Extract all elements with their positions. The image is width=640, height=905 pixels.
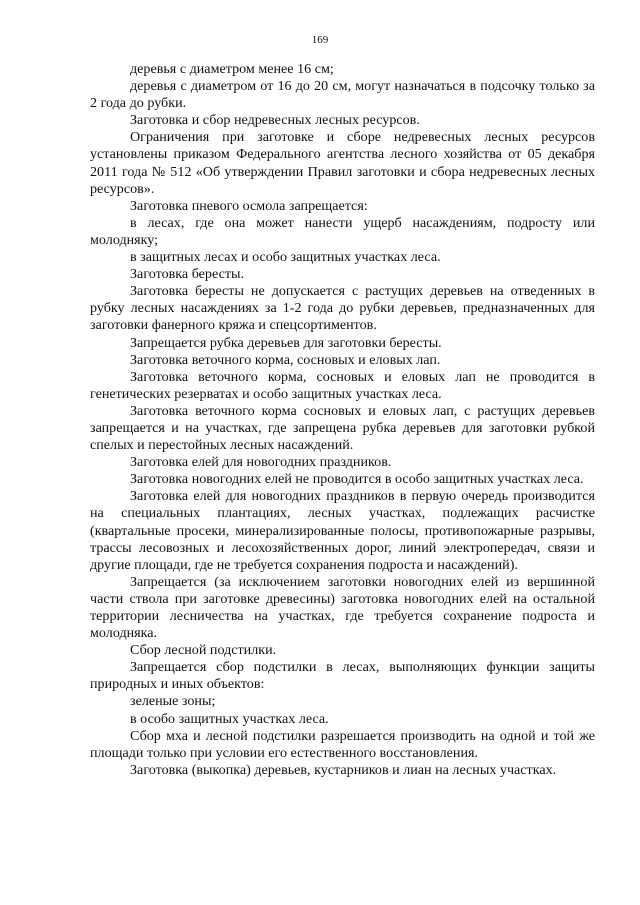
paragraph: в лесах, где она может нанести ущерб насаждениям, подросту или молодняку; [90,214,595,248]
paragraph: Заготовка веточного корма сосновых и еловых лап, с растущих деревьев запрещается и на участках, где запрещена рубка деревьев для заготовки рубкой спелых и перестойных лесных насаждений. [90,402,595,454]
paragraph: Заготовка и сбор недревесных лесных ресурсов. [130,112,420,129]
paragraph: в особо защитных участках леса. [130,710,329,727]
paragraph: Заготовка веточного корма, сосновых и еловых лап. [130,351,441,368]
paragraph: деревья с диаметром от 16 до 20 см, могут назначаться в подсочку только за 2 года до рубки. [90,78,595,112]
paragraph: Запрещается (за исключением заготовки новогодних елей из вершинной части ствола при заготовке древесины) заготовка новогодних елей на остальной территории лесничества на участках, где требуется сохранение подроста и молодняка. [90,573,595,642]
paragraph: Сбор лесной подстилки. [130,642,277,659]
paragraph: в защитных лесах и особо защитных участках леса. [130,249,441,266]
paragraph: Заготовка веточного корма, сосновых и еловых лап не проводится в генетических резерватах и особо защитных участках леса. [90,368,595,402]
paragraph: Запрещается рубка деревьев для заготовки бересты. [130,334,442,351]
paragraph: Заготовка елей для новогодних праздников. [130,454,392,471]
paragraph: Ограничения при заготовке и сборе недревесных лесных ресурсов установлены приказом Федерального агентства лесного хозяйства от 05 декабря 2011 года № 512 «Об утверждении Правил заготовки и сбора недревесных лесных ресурсов». [90,129,595,197]
paragraph: Сбор мха и лесной подстилки разрешается производить на одной и той же площади только при условии его естественного восстановления. [90,727,595,761]
paragraph: зеленые зоны; [130,693,216,710]
paragraph: Заготовка бересты. [130,266,244,283]
body-text [90,61,595,779]
paragraph: Запрещается сбор подстилки в лесах, выполняющих функции защиты природных и иных объектов: [90,659,595,693]
paragraph: Заготовка бересты не допускается с растущих деревьев на отведенных в рубку лесных насаждениях за 1-2 года до рубки деревьев, предназначенных для заготовки фанерного кряжа и спецсортиментов. [90,283,595,334]
paragraph: Заготовка пневого осмола запрещается: [130,197,368,214]
paragraph: Заготовка елей для новогодних праздников в первую очередь производится на специальных плантациях, лесных участках, подлежащих расчистке (квартальные просеки, минерализированные полосы, противопожарные разрывы, трассы лесовозных и лесохозяйственных дорог, линий электропередач, связи и другие площади, где не требуется сохранения подроста и насаждений). [90,488,595,573]
paragraph: Заготовка новогодних елей не проводится в особо защитных участках леса. [130,471,584,488]
paragraph: деревья с диаметром менее 16 см; [130,61,334,77]
page-number: 169 [311,34,329,46]
paragraph: Заготовка (выкопка) деревьев, кустарников и лиан на лесных участках. [130,761,557,778]
